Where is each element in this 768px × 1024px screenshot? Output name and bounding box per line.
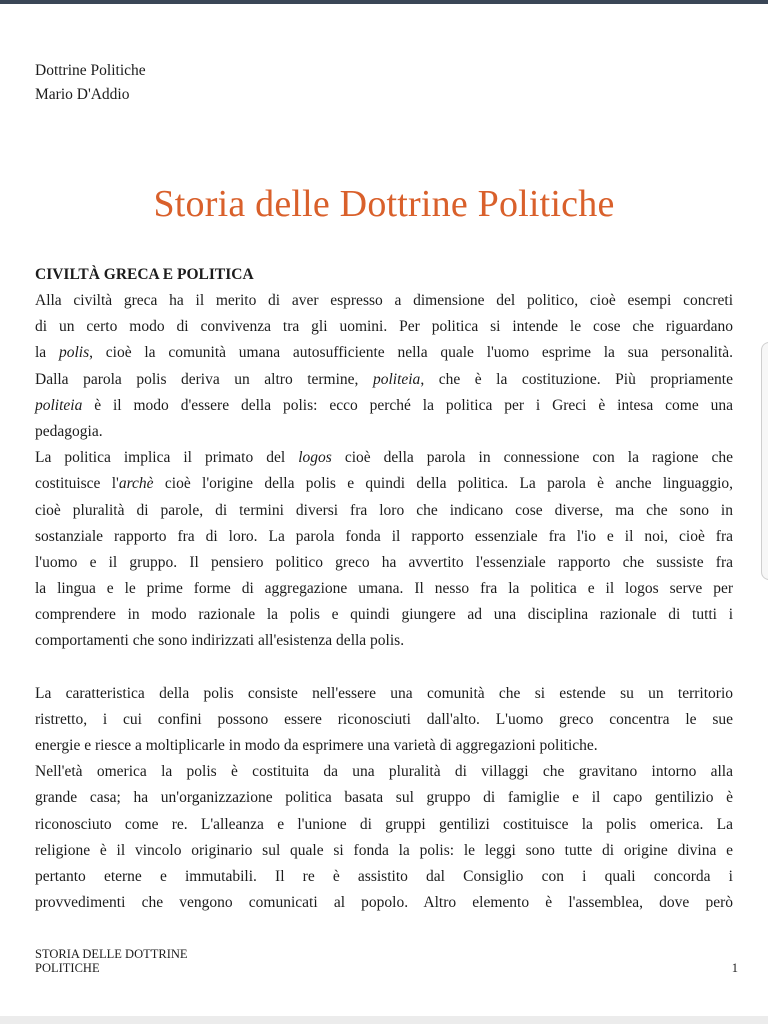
text-line: Nell'età omerica la polis è costituita da una pluralità di villaggi che gravitano intorno alla (35, 763, 733, 781)
italic-term: politeia (35, 396, 83, 414)
text-line: La caratteristica della polis consiste nell'essere una comunità che si estende su un territorio (35, 684, 733, 702)
text-line: riconosciuto come re. L'alleanza e l'unione di gruppi gentilizi costituisce la polis omerica. La (35, 815, 733, 833)
text-line: comportamenti che sono indirizzati all'esistenza della polis. (35, 632, 405, 650)
paragraph-spacer (35, 655, 768, 681)
italic-term: polis (58, 344, 90, 362)
section-heading: CIVILTÀ GRECA E POLITICA (35, 266, 254, 283)
document-page (0, 4, 768, 1016)
text-line: costituisce l'archè cioè l'origine della polis e quindi della politica. La parola è anche linguaggio, (35, 475, 733, 493)
text-line: provvedimenti che vengono comunicati al popolo. Altro elemento è l'assemblea, dove però (35, 894, 733, 912)
course-name: Dottrine Politiche (35, 62, 146, 79)
paragraph-4 (35, 759, 768, 916)
italic-term: archè (118, 475, 154, 493)
document-title: Storia delle Dottrine Politiche (153, 183, 615, 225)
text-line: la polis, cioè la comunità umana autosufficiente nella quale l'uomo esprime la sua personalità. (35, 344, 734, 362)
text-line: comprendere in modo razionale la polis e quindi giungere ad una disciplina razionale di tutti i (35, 606, 733, 624)
text-line: sostanziale rapporto fra di loro. La parola fonda il rapporto essenziale fra l'io e il noi, cioè fra (35, 527, 733, 545)
italic-term: politeia (372, 370, 421, 388)
text-line: di un certo modo di convivenza tra gli uomini. Per politica si intende le cose che riguardano (35, 318, 733, 336)
text-line: l'uomo e il gruppo. Il pensiero politico greco ha avvertito l'essenziale rapporto che sussiste fra (35, 553, 733, 571)
paragraph-2 (35, 445, 768, 655)
italic-term: logos (298, 449, 332, 467)
running-footer (35, 947, 188, 975)
text-line: Alla civiltà greca ha il merito di aver espresso a dimensione del politico, cioè esempi concreti (35, 292, 733, 309)
bottom-strip (0, 1016, 768, 1024)
text-line: la lingua e le prime forme di aggregazione umana. Il nesso fra la politica e il logos serve per (35, 580, 733, 598)
text-line: ristretto, i cui confini possono essere riconosciuti dall'alto. L'uomo greco concentra le sue (35, 710, 733, 728)
text-line: Dalla parola polis deriva un altro termine, politeia, che è la costituzione. Più propriamente (35, 370, 733, 388)
text-line: grande casa; ha un'organizzazione politica basata sul gruppo di famiglie e il capo gentilizio è (35, 789, 733, 807)
text-line: pertanto eterne e immutabili. Il re è assistito dal Consiglio con i quali concorda i (35, 867, 733, 885)
paragraph-1 (35, 288, 768, 445)
text-line: religione è il vincolo originario sul quale si fonda la polis: le leggi sono tutte di origine divina e (35, 841, 733, 859)
footer-line-2: POLITICHE (35, 961, 100, 975)
author-name: Mario D'Addio (35, 86, 130, 103)
side-scroll-tab[interactable] (761, 342, 768, 580)
text-line: politeia è il modo d'essere della polis: ecco perché la politica per i Greci è intesa come una (35, 396, 733, 414)
text-line: pedagogia. (35, 422, 103, 440)
footer-line-1: STORIA DELLE DOTTRINE (35, 947, 188, 961)
text-line: cioè pluralità di parole, di termini diversi fra loro che indicano cose diverse, ma che sono in (35, 501, 733, 519)
document-body (35, 262, 768, 916)
document-header (35, 59, 146, 107)
paragraph-3 (35, 681, 768, 760)
text-line: La politica implica il primato del logos cioè della parola in connessione con la ragione che (35, 449, 733, 467)
page-number: 1 (731, 961, 738, 975)
text-line: energie e riesce a moltiplicarle in modo da esprimere una varietà di aggregazioni politiche. (35, 737, 598, 754)
